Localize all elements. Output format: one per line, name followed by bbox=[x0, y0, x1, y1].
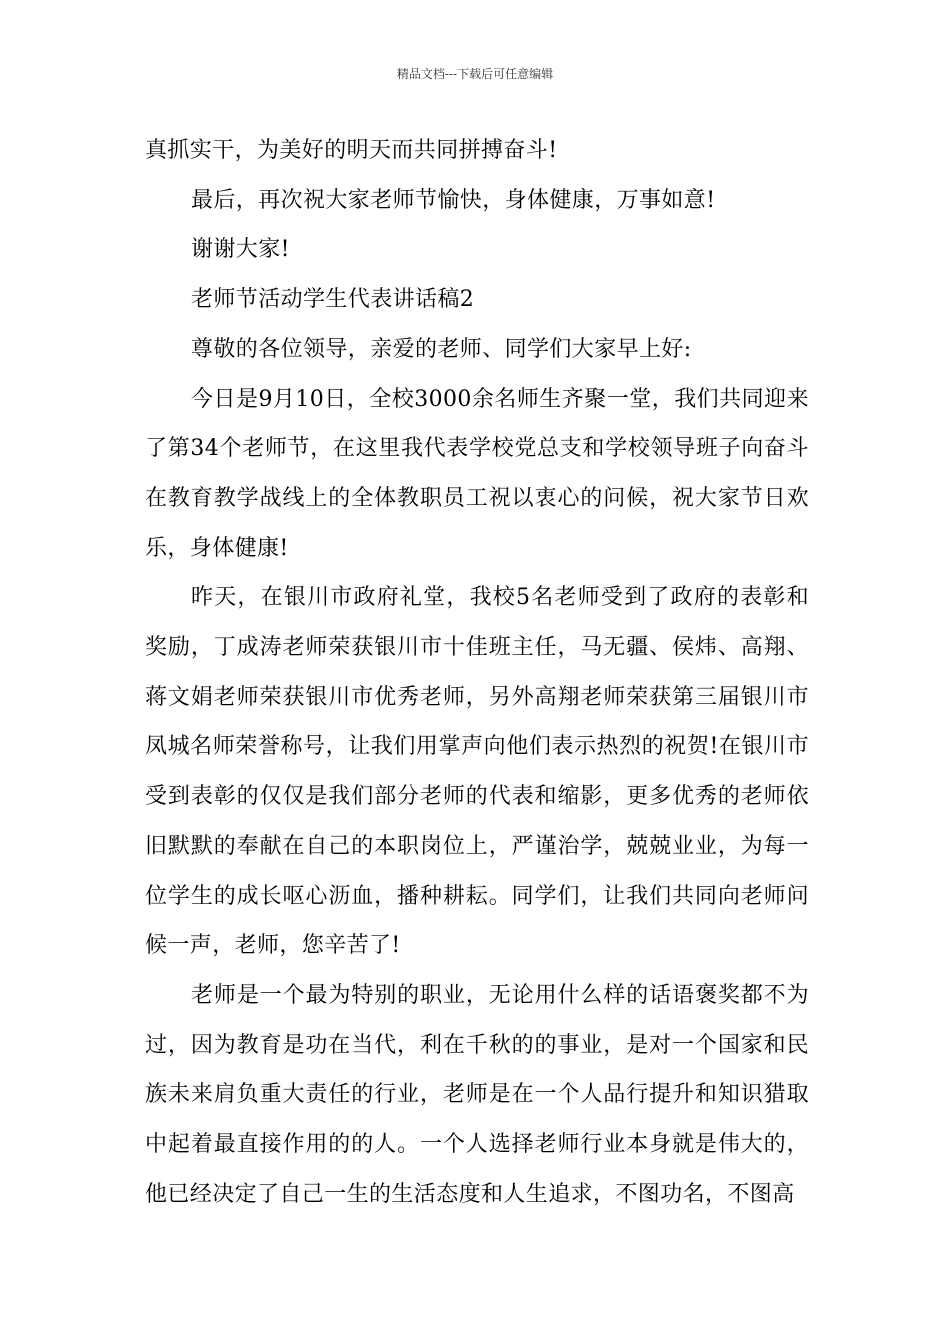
page-header: 精品文档---下载后可任意编辑 bbox=[396, 67, 554, 81]
salutation: 尊敬的各位领导，亲爱的老师、同学们大家早上好: bbox=[191, 336, 692, 362]
paragraph: 老师是一个最为特别的职业，无论用什么样的话语褒奖都不为过，因为教育是功在当代，利在千秋的的事业，是对一个国家和民族未来肩负重大责任的行业，老师是在一个人品行提升和知识猎取中起着最直接作用的的人。一个人选择老师行业本身就是伟大的，他已经决定了自己一生的生活态度和人生追求，不图功名，不图高 bbox=[145, 982, 809, 1207]
section-title: 老师节活动学生代表讲话稿2 bbox=[191, 287, 475, 313]
paragraph: 谢谢大家! bbox=[191, 237, 290, 263]
document-body bbox=[145, 126, 809, 1219]
paragraph: 真抓实干，为美好的明天而共同拼搏奋斗! bbox=[145, 138, 558, 163]
paragraph: 昨天，在银川市政府礼堂，我校5名老师受到了政府的表彰和奖励，丁成涛老师荣获银川市十佳班主任，马无疆、侯炜、高翔、蒋文娟老师荣获银川市优秀老师，另外高翔老师荣获第三届银川市凤城名师荣誉称号，让我们用掌声向他们表示热烈的祝贺!在银川市受到表彰的仅仅是我们部分老师的代表和缩影，更多优秀的老师依旧默默的奉献在自己的本职岗位上，严谨治学，兢兢业业，为每一位学生的成长呕心沥血，播种耕耘。同学们，让我们共同向老师问候一声，老师，您辛苦了! bbox=[145, 585, 809, 959]
paragraph: 今日是9月10日，全校3000余名师生齐聚一堂，我们共同迎来了第34个老师节，在这里我代表学校党总支和学校领导班子向奋斗在教育教学战线上的全体教职员工祝以衷心的问候，祝大家节日欢乐，身体健康! bbox=[145, 386, 809, 561]
paragraph: 最后，再次祝大家老师节愉快，身体健康，万事如意! bbox=[191, 187, 716, 213]
